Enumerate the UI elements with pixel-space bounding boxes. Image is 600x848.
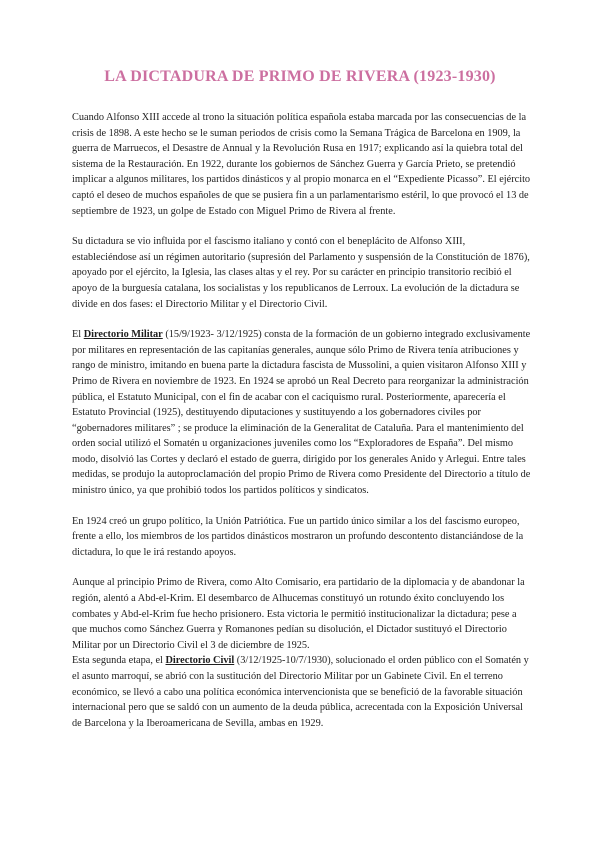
paragraph-intro: Cuando Alfonso XIII accede al trono la situación política española estaba marcada por las consecuencias de la crisis de 1898. A este hecho se le suman periodos de crisis como la Semana Trágica de Barcelona en 1909, la guerra de Marruecos, el Desastre de Annual y la Revolución Rusa en 1917; explicando así la quiebra total del sistema de la Restauración. En 1922, durante los gobiernos de Sánchez Guerra y García Prieto, se pretendió implicar a algunos militares, los partidos dinásticos y al propio monarca en el “Expediente Picasso”. El ejército captó el deseo de muchos españoles de que se pusiera fin a un parlamentarismo estéril, lo que provocó el 13 de septiembre de 1923, un golpe de Estado con Miguel Primo de Rivera al frente. [72,112,531,217]
paragraph-morocco: Aunque al principio Primo de Rivera, como Alto Comisario, era partidario de la diplomacia y de abandonar la región, alentó a Abd-el-Krim. El desembarco de Alhucemas constituyó un rotundo éxito concluyendo los combates y Abd-el-Krim fue hecho prisionero. Esta victoria le permitió institucionalizar la dictadura; pese a que muchos como Sánchez Guerra y Romanones pedían su disolución, el Dictador sustituyó el Directorio Militar por un Directorio Civil el 3 de diciembre de 1925. [72,577,525,651]
paragraph-civil-text: (3/12/1925-10/7/1930), solucionado el orden público con el Somatén y el asunto marroquí, se abrió con la sustitución del Directorio Militar por un Gabinete Civil. En el terreno económico, se llevó a cabo una política económica intervencionista que se benefició de la favorable situación internacional pero que se saldó con un aumento de la deuda pública, acrecentada con la Exposición Universal de Barcelona y la Iberoamericana de Sevilla, ambas en 1929. [72,655,529,729]
paragraph-military-directory [72,327,532,499]
paragraph-civil-directory [72,653,532,731]
document-body [72,110,532,746]
paragraph-civil-lead: Esta segunda etapa, el [72,655,166,667]
paragraph-military-lead: El [72,329,84,341]
paragraph-military-text: (15/9/1923- 3/12/1925) consta de la formación de un gobierno integrado exclusivamente por militares en representación de las capitanías generales, aunque sólo Primo de Rivera tenía atribuciones y rango de ministro, imitando en buena parte la dictadura fascista de Mussolini, a quien visitaron Alfonso XIII y Primo de Rivera en noviembre de 1923. En 1924 se aprobó un Real Decreto para reorganizar la administración pública, el Estatuto Municipal, con el fin de acabar con el caciquismo rural. Posteriormente, aparecería el Estatuto Provincial (1925), destituyendo diputaciones y sustituyendo a los gobernadores civiles por “gobernadores militares” ; se produce la eliminación de la Generalitat de Cataluña. Para el mantenimiento del orden social utilizó el Somatén u organizaciones juveniles como los “Exploradores de España”. Del mismo modo, disolvió las Cortes y declaró el estado de guerra, dirigido por los generales Anido y Arlegui. Entre tales medidas, se produjo la autoproclamación del propio Primo de Rivera como Presidente del Directorio a título de ministro único, ya que prohibió todos los partidos políticos y sindicatos. [72,329,531,497]
term-directorio-civil: Directorio Civil [165,655,235,667]
paragraph-union-patriotica: En 1924 creó un grupo político, la Unión Patriótica. Fue un partido único similar a los del fascismo europeo, frente a ello, los miembros de los partidos dinásticos mostraron un profundo descontento distanciándose de la dictadura, lo que le irá restando apoyos. [72,515,524,558]
document-title: LA DICTADURA DE PRIMO DE RIVERA (1923-1930) [104,68,496,85]
paragraph-dictatorship-overview: Su dictadura se vio influida por el fascismo italiano y contó con el beneplácito de Alfonso XIII, estableciéndose así un régimen autoritario (supresión del Parlamento y suspensión de la Constitución de 1876), apoyado por el ejército, la Iglesia, las clases altas y el rey. Por su carácter en principio transitorio recibió el apoyo de la burguesía catalana, los socialistas y los republicanos de Lerroux. La evolución de la dictadura se divide en dos fases: el Directorio Militar y el Directorio Civil. [72,236,530,310]
term-directorio-militar: Directorio Militar [83,329,163,341]
